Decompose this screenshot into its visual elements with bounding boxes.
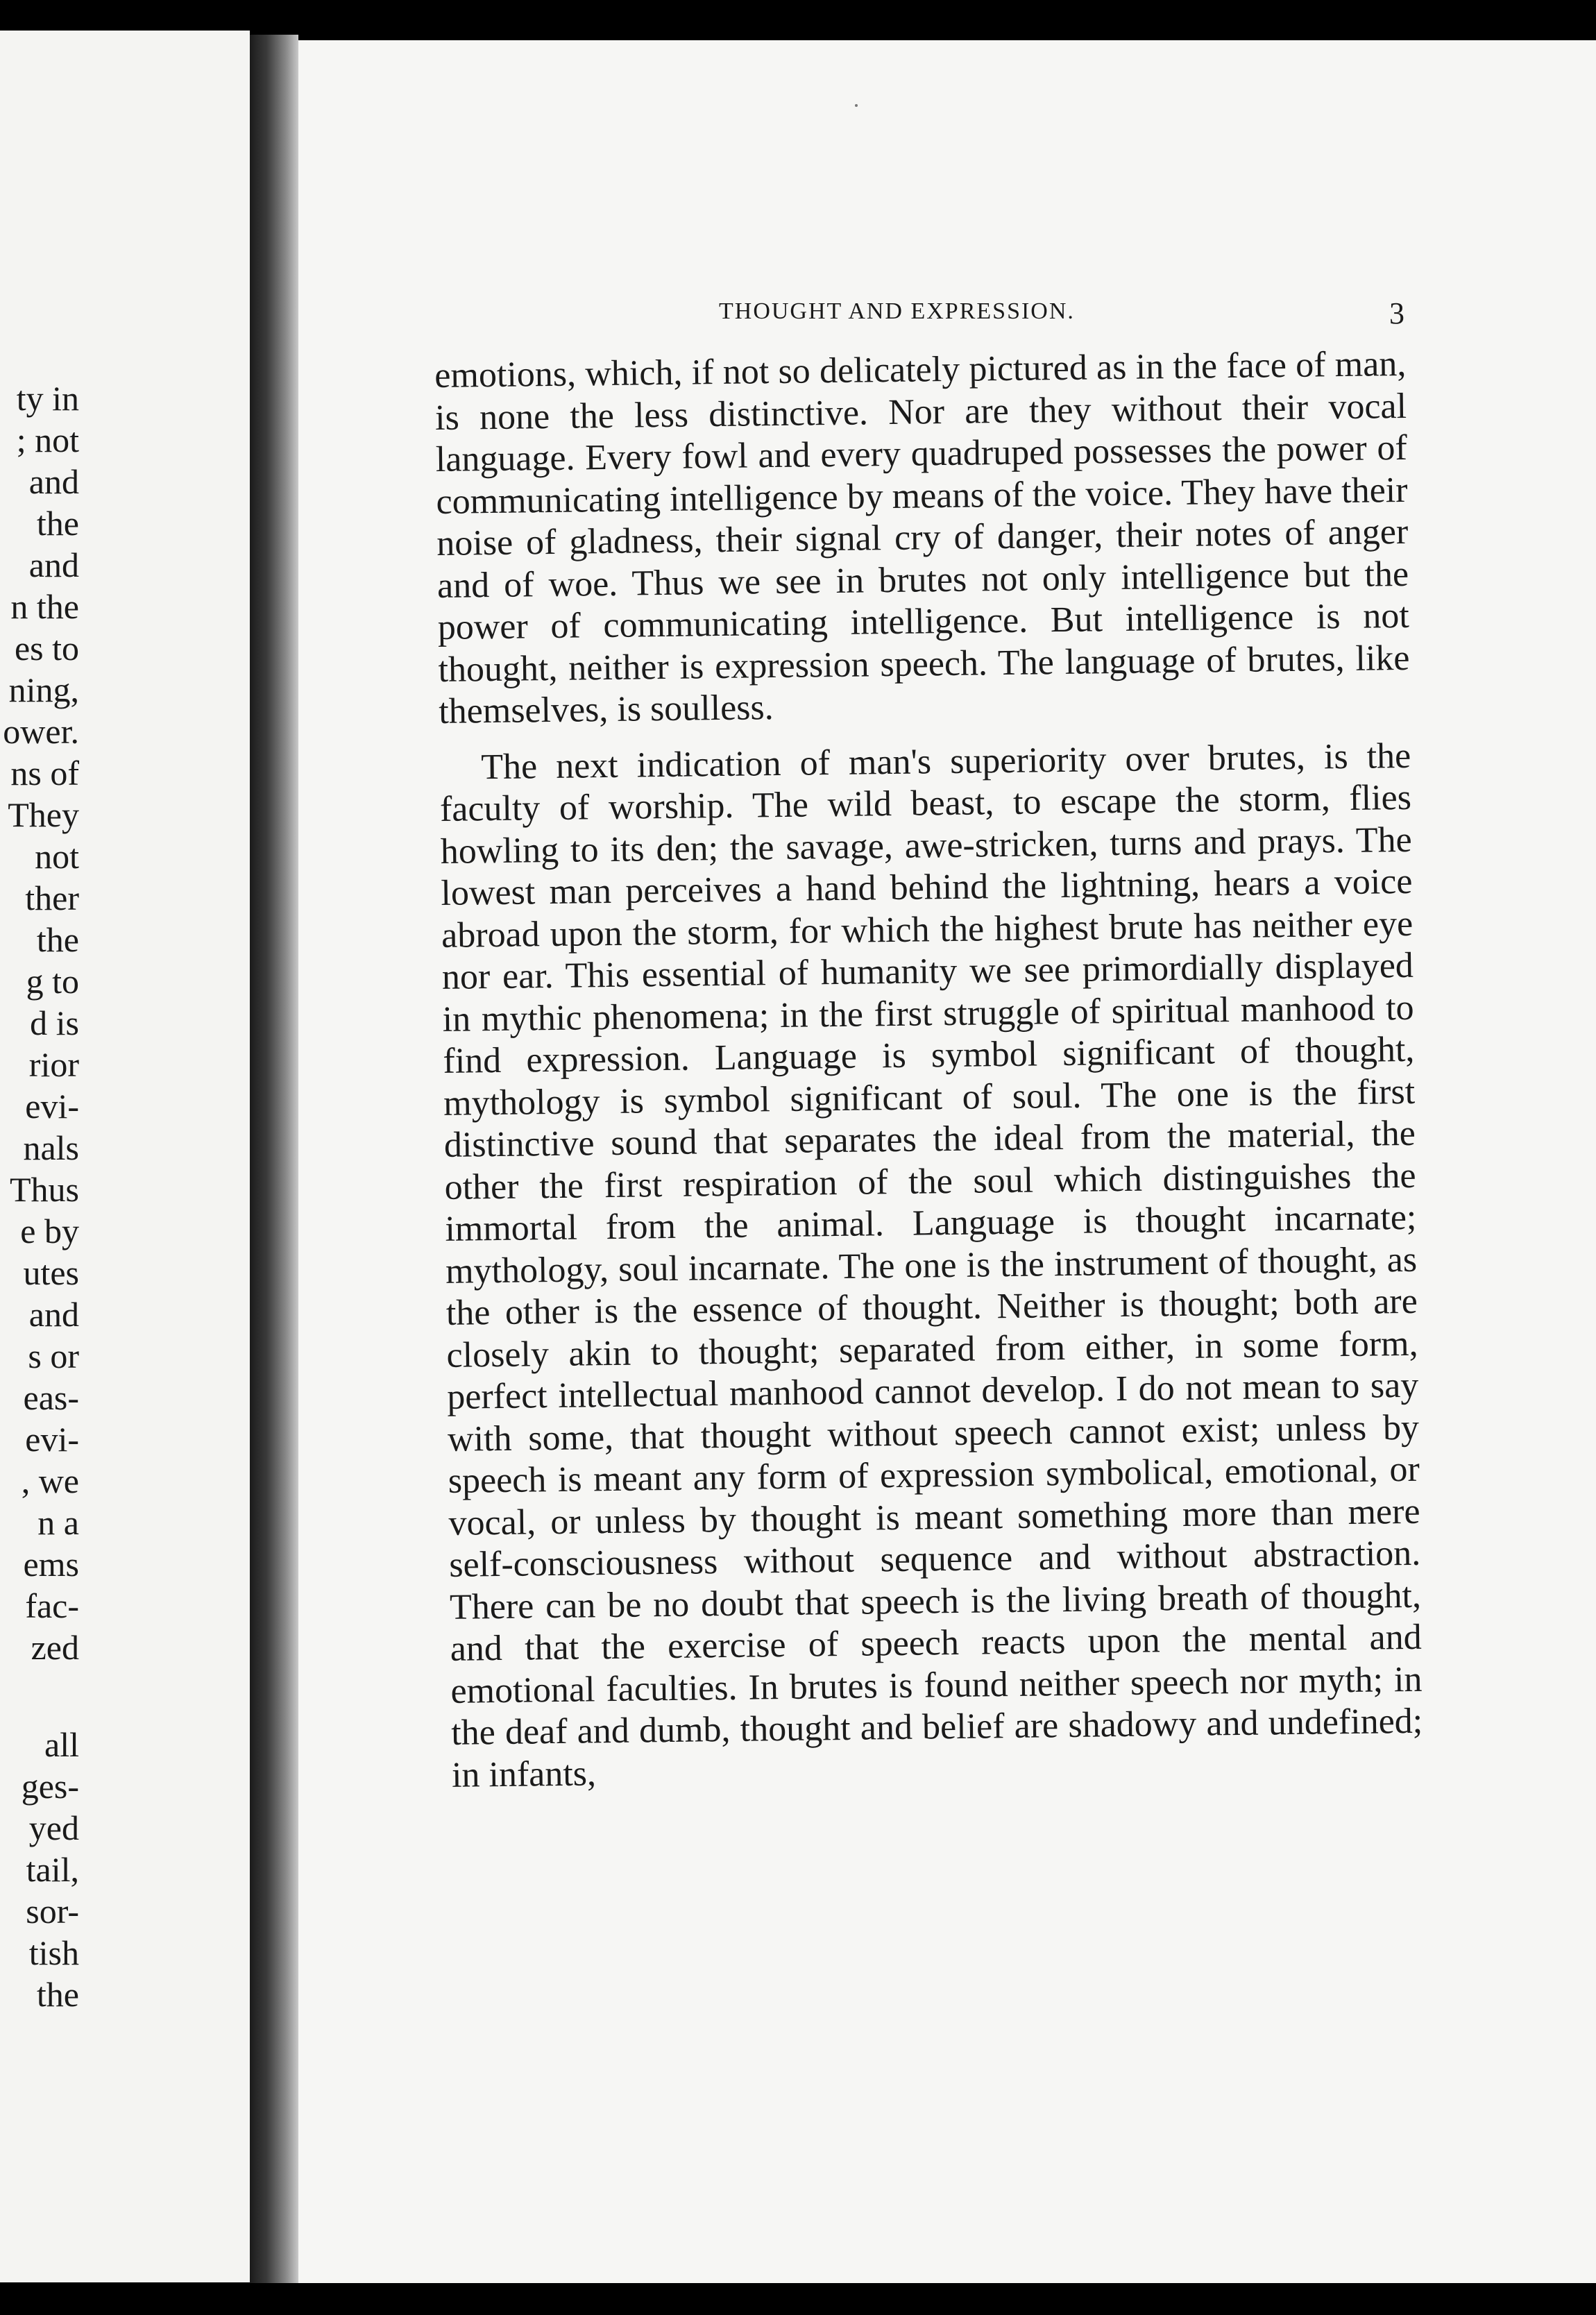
left-fragment: e by (20, 1212, 79, 1250)
left-fragment: ning, (8, 670, 79, 709)
book-gutter-shadow (250, 35, 298, 2283)
left-fragment: Thus (10, 1170, 79, 1209)
left-fragment: ower. (3, 712, 79, 751)
left-fragment: and (28, 462, 79, 501)
left-fragment: tish (28, 1933, 79, 1972)
left-fragment: n the (10, 587, 79, 626)
left-fragment: nals (23, 1128, 79, 1167)
paragraph: emotions, which, if not so delicately pictured as in the face of man, is none the less distinctive. Nor are they without their vocal language. Every fowl and every quadruped possesses the power of communicating intelligence by means of the voice. They have their noise of gladness, their signal cry of danger, their notes of anger and of woe. Thus we see in brutes not only intelligence but the power of communicating intelligence. But intelligence is not thought, neither is expression speech. The language of brutes, like themselves, is soulless. (434, 344, 1410, 731)
left-page (0, 31, 250, 2282)
left-paragraph-gap (3, 1668, 79, 1724)
left-fragment: evi- (25, 1087, 79, 1126)
page-body-text (434, 344, 1423, 1797)
left-fragment: eas- (23, 1378, 79, 1417)
left-fragment: the (36, 504, 79, 543)
left-fragment: ; not (16, 421, 79, 459)
left-fragment: n a (37, 1503, 79, 1542)
left-fragment: ges- (21, 1767, 79, 1806)
left-fragment: fac- (25, 1586, 79, 1625)
left-fragment: ther (25, 879, 79, 917)
left-fragment: es to (14, 629, 79, 668)
left-fragment: not (35, 837, 79, 876)
left-fragment: ems (23, 1545, 79, 1584)
left-fragment: g to (26, 962, 79, 1001)
left-fragment: and (28, 1295, 79, 1334)
left-fragment: sor- (26, 1892, 79, 1931)
left-fragment: rior (28, 1045, 79, 1084)
left-fragment: , we (21, 1461, 79, 1500)
left-page-text-fragments (3, 378, 79, 2015)
left-fragment: ty in (16, 379, 79, 418)
left-fragment: d is (30, 1003, 79, 1042)
left-fragment: They (8, 795, 79, 834)
left-fragment: utes (23, 1253, 79, 1292)
paper-speck (855, 104, 858, 107)
left-fragment: tail, (26, 1850, 79, 1889)
left-fragment: all (44, 1725, 79, 1764)
left-fragment: evi- (25, 1420, 79, 1459)
left-fragment: ns of (10, 754, 79, 792)
left-fragment: s or (28, 1337, 79, 1375)
left-fragment: and (28, 545, 79, 584)
paragraph: The next indication of man's superiority over brutes, is the faculty of worship. The wild beast, to escape the storm, flies howling to its den; the savage, awe-stricken, turns and prays. The lowest man perceives a hand behind the lightning, hears a voice abroad upon the storm, for which the highest brute has neither eye nor ear. This essential of humanity we see primordially displayed in mythic phenomena; in the first struggle of spiritual manhood to find expression. Language is symbol significant of thought, mythology is symbol significant of soul. The one is the first distinctive sound that separates the ideal from the material, the other the first respiration of the soul which distinguishes the immortal from the animal. Language is thought incarnate; mythology, soul incarnate. The one is the instrument of thought, as the other is the essence of thought. Neither is thought; both are closely akin to thought; separated from either, in some form, perfect intellectual manhood cannot develop. I do not mean to say with some, that thought without speech cannot exist; unless by speech is meant any form of expression symbolical, emotional, or vocal, or unless by thought is meant something more than mere self-consciousness without sequence and without abstraction. There can be no doubt that speech is the living breath of thought, and that the exercise of speech reacts upon the mental and emotional faculties. In brutes is found neither speech nor myth; in the deaf and dumb, thought and belief are shadowy and undefined; in infants, (439, 736, 1423, 1795)
left-fragment: the (36, 920, 79, 959)
left-fragment: zed (31, 1628, 79, 1667)
left-fragment: the (36, 1975, 79, 2014)
left-fragment: yed (28, 1808, 79, 1847)
page-number: 3 (1389, 296, 1406, 330)
running-title: THOUGHT AND EXPRESSION. (719, 298, 1075, 324)
